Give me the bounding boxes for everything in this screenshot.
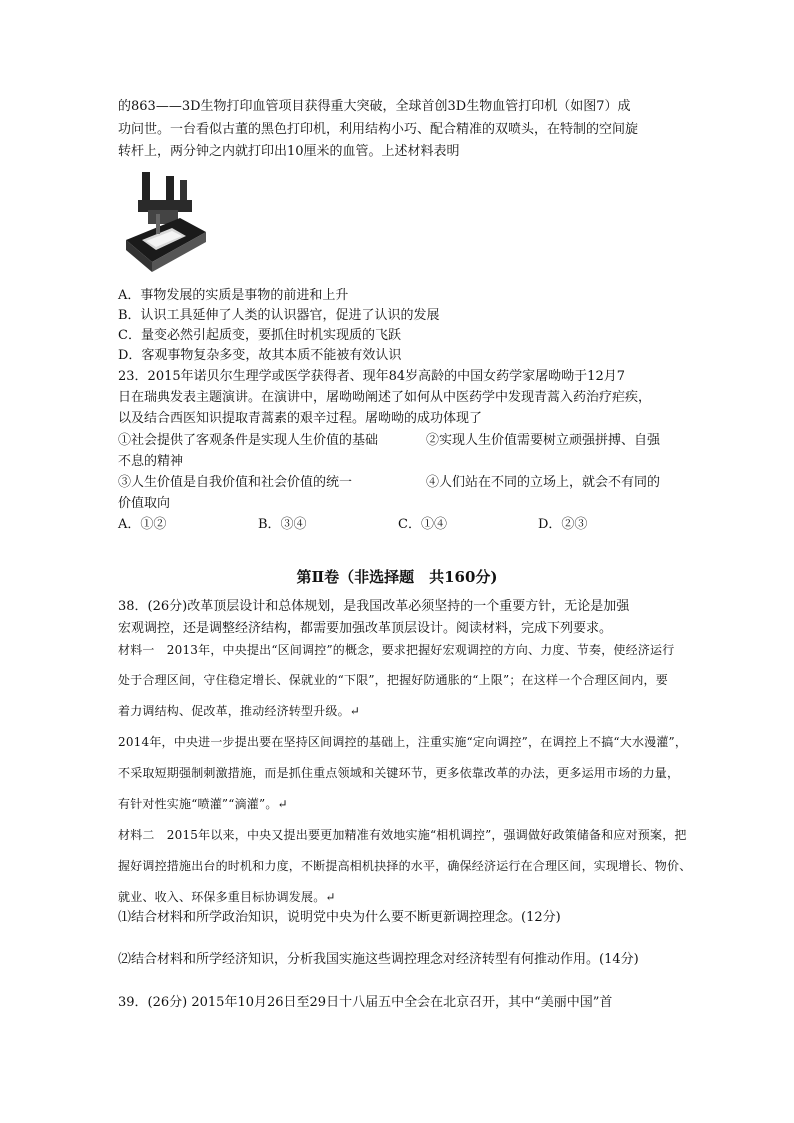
q22-option-b: B．认识工具延伸了人类的认识器官，促进了认识的发展	[118, 308, 440, 323]
material-2-line-3: 就业、收入、环保多重目标协调发展。↵	[118, 890, 336, 904]
q23-statement-4: ④人们站在不同的立场上，就会不有同的	[426, 475, 661, 490]
q23-option-d: D．②③	[538, 517, 588, 532]
intro-line-3: 转杆上，两分钟之内就打印出10厘米的血管。上述材料表明	[118, 144, 460, 159]
material-1-line-6: 有针对性实施“喷灌”“滴灌”。↵	[118, 797, 288, 811]
q23-statement-1: ①社会提供了客观条件是实现人生价值的基础	[118, 433, 379, 448]
q22-option-c: C．量变必然引起质变，要抓住时机实现质的飞跃	[118, 328, 401, 343]
q23-option-c: C．①④	[398, 517, 447, 532]
q23-line-1: 23．2015年诺贝尔生理学或医学获得者、现年84岁高龄的中国女药学家屠呦呦于12月7	[118, 369, 625, 384]
q23-line-2: 日在瑞典发表主题演讲。在演讲中，屠呦呦阐述了如何从中医药学中发现青蒿入药治疗疟疾，	[118, 390, 652, 405]
q23-statement-2: ②实现人生价值需要树立顽强拼搏、自强	[426, 433, 661, 448]
material-2-line-2: 握好调控措施出台的时机和力度，不断提高相机抉择的水平，确保经济运行在合理区间，实现增长、物价、	[118, 859, 692, 873]
q38-line-2: 宏观调控，还是调整经济结构，都需要加强改革顶层设计。阅读材料，完成下列要求。	[118, 621, 613, 636]
q23-option-b: B．③④	[258, 517, 307, 532]
q39-line-1: 39．(26分) 2015年10月26日至29日十八届五中全会在北京召开，其中“美丽中国”首	[118, 995, 613, 1010]
q23-option-a: A．①②	[118, 517, 167, 532]
material-1-line-1: 材料一 2013年，中央提出“区间调控”的概念，要求把握好宏观调控的方向、力度、节奏，使经济运行	[118, 643, 675, 657]
material-1-line-3: 着力调结构、促改革，推动经济转型升级。↵	[118, 704, 361, 718]
q23-statement-4-cont: 价值取向	[118, 496, 171, 511]
material-1-line-2: 处于合理区间，守住稳定增长、保就业的“下限”，把握好防通胀的“上限”；在这样一个合理区间内，要	[118, 673, 668, 687]
q22-option-a: A．事物发展的实质是事物的前进和上升	[118, 288, 349, 303]
intro-line-1: 的863——3D生物打印血管项目获得重大突破，全球首创3D生物血管打印机（如图7）成	[118, 99, 631, 114]
material-1-line-4: 2014年，中央进一步提出要在坚持区间调控的基础上，注重实施“定向调控”，在调控上不搞“大水漫灌”，	[118, 735, 688, 749]
q23-statement-3: ③人生价值是自我价值和社会价值的统一	[118, 475, 353, 490]
bio-printer-image	[122, 170, 208, 274]
section-title: 第Ⅱ卷（非选择题 共160分)	[296, 568, 498, 586]
material-1-line-5: 不采取短期强制刺激措施，而是抓住重点领域和关键环节，更多依靠改革的办法，更多运用市场的力量，	[118, 766, 680, 780]
intro-line-2: 功问世。一台看似古董的黑色打印机，利用结构小巧、配合精准的双喷头，在特制的空间旋	[118, 122, 639, 137]
q23-line-3: 以及结合西医知识提取青蒿素的艰辛过程。屠呦呦的成功体现了	[118, 411, 483, 426]
q23-statement-2-cont: 不息的精神	[118, 454, 184, 469]
q22-option-d: D．客观事物复杂多变，故其本质不能被有效认识	[118, 348, 402, 363]
q38-subquestion-2: ⑵结合材料和所学经济知识，分析我国实施这些调控理念对经济转型有何推动作用。(14分)	[118, 952, 639, 967]
q38-line-1: 38．(26分)改革顶层设计和总体规划，是我国改革必须坚持的一个重要方针，无论是加强	[118, 599, 630, 614]
q38-subquestion-1: ⑴结合材料和所学政治知识，说明党中央为什么要不断更新调控理念。(12分)	[118, 910, 561, 925]
material-2-line-1: 材料二 2015年以来，中央又提出要更加精准有效地实施“相机调控”，强调做好政策储备和应对预案，把	[118, 828, 687, 842]
